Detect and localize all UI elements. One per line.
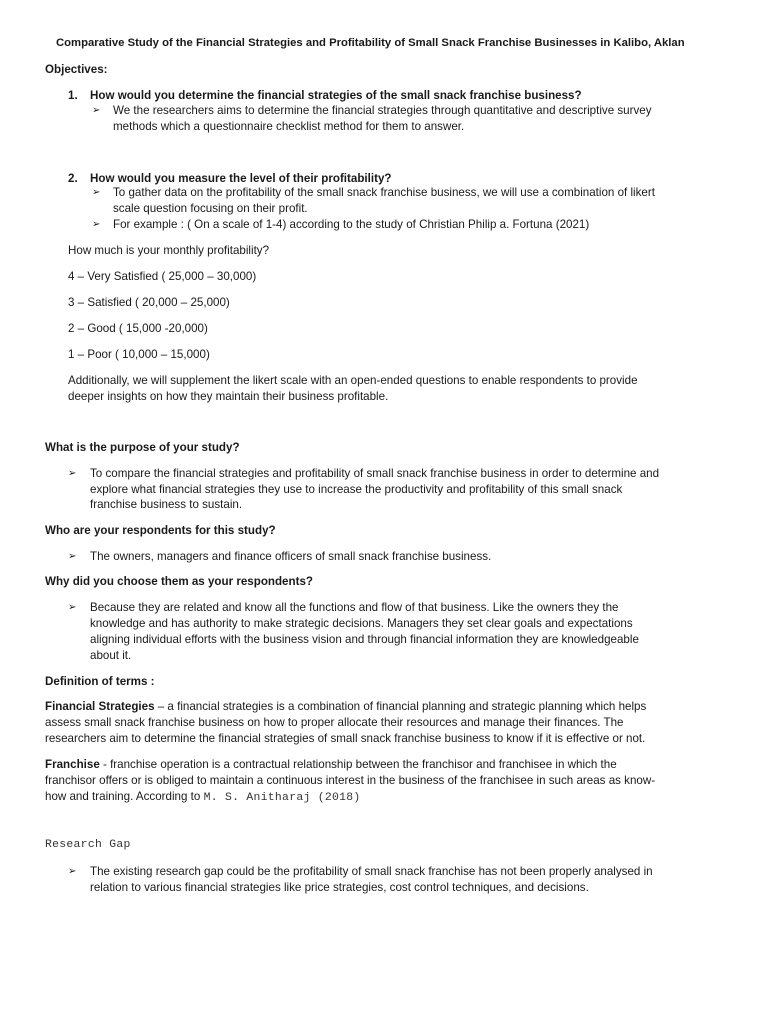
- arrow-bullet-icon: ➢: [68, 468, 77, 479]
- arrow-bullet-icon: ➢: [92, 187, 101, 198]
- why-line2: knowledge and has authority to make strategic decisions. Managers they set clear goals and expectations: [90, 617, 633, 630]
- purpose-line3: franchise business to sustain.: [90, 498, 243, 511]
- why-heading: Why did you choose them as your respondents?: [45, 575, 313, 588]
- scale-question: How much is your monthly profitability?: [68, 244, 270, 257]
- franchise-line3: [45, 790, 361, 804]
- why-line3: aligning individual efforts with the business vision and through financial information they are knowledgeable: [90, 633, 639, 646]
- financial-strategies-line1: [45, 700, 646, 713]
- definitions-heading: Definition of terms :: [45, 675, 155, 688]
- question-1: How would you determine the financial strategies of the small snack franchise business?: [90, 89, 582, 102]
- financial-strategies-term: Financial Strategies: [45, 700, 155, 713]
- financial-strategies-def: – a financial strategies is a combination of financial planning and strategic planning which helps: [154, 700, 647, 713]
- objectives-heading: Objectives:: [45, 63, 108, 76]
- research-gap-line1: The existing research gap could be the profitability of small snack franchise has not been properly analysed in: [90, 865, 653, 878]
- question-2: How would you measure the level of their profitability?: [90, 172, 392, 185]
- respondents-line1: The owners, managers and finance officers of small snack franchise business.: [90, 550, 492, 563]
- why-line4: about it.: [90, 649, 132, 662]
- arrow-bullet-icon: ➢: [68, 551, 77, 562]
- arrow-bullet-icon: ➢: [92, 219, 101, 230]
- arrow-bullet-icon: ➢: [68, 602, 77, 613]
- arrow-bullet-icon: ➢: [68, 866, 77, 877]
- franchise-line3-text: how and training. According to: [45, 790, 204, 803]
- citation: M. S. Anitharaj (2018): [203, 792, 361, 804]
- respondents-heading: Who are your respondents for this study?: [45, 524, 276, 537]
- q2-bullet1-line2: scale question focusing on their profit.: [113, 202, 308, 215]
- q1-bullet-line1: We the researchers aims to determine the financial strategies through quantitative and descriptive survey: [113, 104, 652, 117]
- franchise-def: - franchise operation is a contractual relationship between the franchisor and franchisee in which the: [99, 758, 617, 771]
- research-gap-line2: relation to various financial strategies like price strategies, cost control techniques, and decisions.: [90, 881, 589, 894]
- q2-bullet1-line1: To gather data on the profitability of the small snack franchise business, we will use a combination of likert: [113, 186, 655, 199]
- franchise-line1: [45, 758, 617, 771]
- scale-item-2: 2 – Good ( 15,000 -20,000): [68, 322, 208, 335]
- arrow-bullet-icon: ➢: [92, 105, 101, 116]
- purpose-line2: explore what financial strategies they use to increase the productivity and profitability of this small snack: [90, 483, 623, 496]
- why-line1: Because they are related and know all the functions and flow of that business. Like the owners they the: [90, 601, 619, 614]
- q1-bullet-line2: methods which a questionnaire checklist method for them to answer.: [113, 120, 465, 133]
- question-1-number: 1.: [68, 89, 78, 102]
- franchise-term: Franchise: [45, 758, 100, 771]
- financial-strategies-line2: assess small snack franchise business on how to proper allocate their resources and manage their finances. The: [45, 716, 624, 729]
- purpose-heading: What is the purpose of your study?: [45, 441, 240, 454]
- franchise-line2: franchisor offers or is obliged to maintain a continuous interest in the business of the franchisee in such areas as know-: [45, 774, 656, 787]
- additional-line2: deeper insights on how they maintain their business profitable.: [68, 390, 389, 403]
- q2-bullet2: For example : ( On a scale of 1-4) according to the study of Christian Philip a. Fortuna (2021): [113, 218, 590, 231]
- scale-item-1: 1 – Poor ( 10,000 – 15,000): [68, 348, 210, 361]
- question-2-number: 2.: [68, 172, 78, 185]
- additional-line1: Additionally, we will supplement the likert scale with an open-ended questions to enable respondents to provide: [68, 374, 638, 387]
- scale-item-4: 4 – Very Satisfied ( 25,000 – 30,000): [68, 270, 257, 283]
- purpose-line1: To compare the financial strategies and profitability of small snack franchise business in order to determine and: [90, 467, 660, 480]
- financial-strategies-line3: researchers aim to determine the financial strategies of small snack franchise business to know if it is effective or not.: [45, 732, 646, 745]
- document-title: Comparative Study of the Financial Strategies and Profitability of Small Snack Franchise Businesses in Kalibo, Aklan: [56, 37, 685, 49]
- research-gap-heading: Research Gap: [45, 839, 131, 851]
- scale-item-3: 3 – Satisfied ( 20,000 – 25,000): [68, 296, 230, 309]
